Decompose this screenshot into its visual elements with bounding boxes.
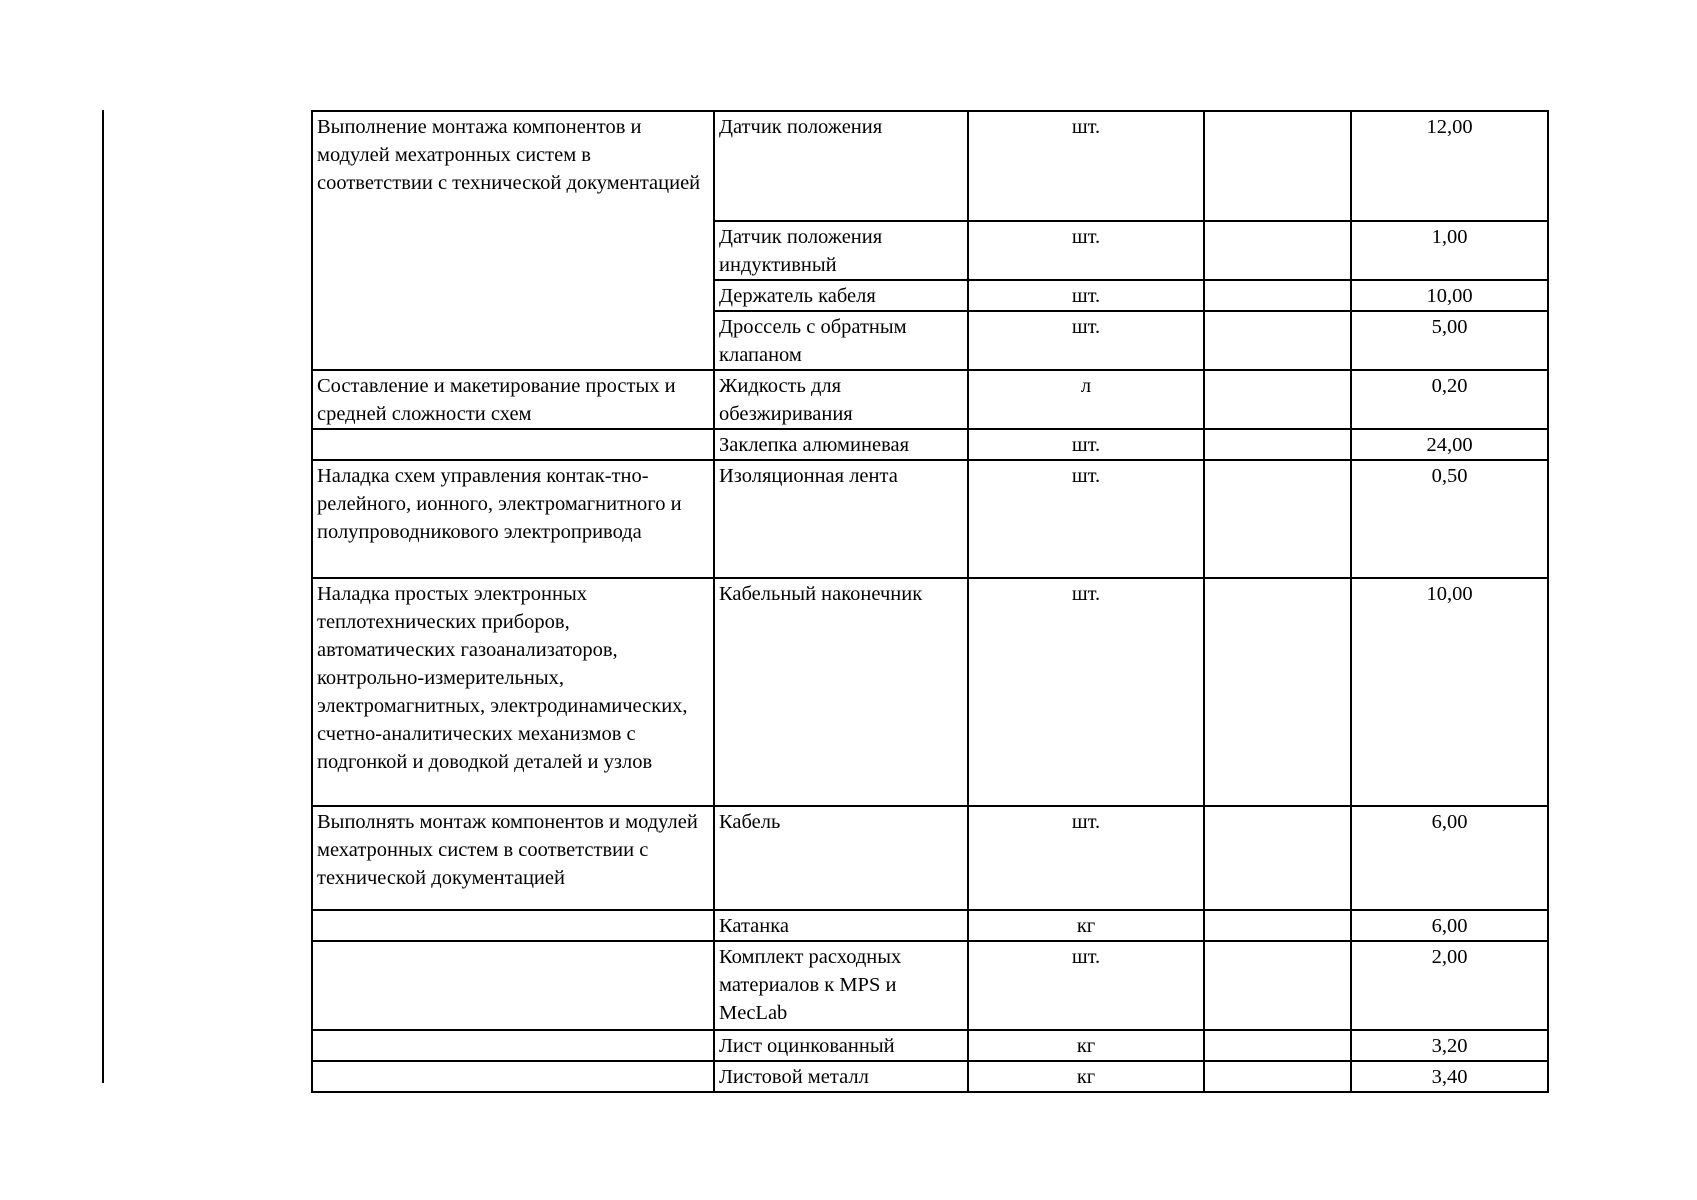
material-name-cell: Листовой металл (714, 1061, 968, 1092)
empty-cell (1204, 280, 1351, 311)
material-name-cell: Кабельный наконечник (714, 578, 968, 806)
work-cell (312, 1061, 714, 1092)
material-name-cell: Датчик положения индуктивный (714, 221, 968, 280)
quantity-cell: 3,20 (1351, 1030, 1548, 1061)
quantity-cell: 2,00 (1351, 941, 1548, 1030)
table-row (312, 578, 1548, 806)
table-row (312, 941, 1548, 1030)
empty-cell (1204, 429, 1351, 460)
unit-cell: шт. (968, 221, 1204, 280)
material-name-cell: Изоляционная лента (714, 460, 968, 578)
work-cell (312, 429, 714, 460)
material-name-cell: Лист оцинкованный (714, 1030, 968, 1061)
table-row (312, 370, 1548, 429)
work-cell: Наладка схем управления контак-тно-релейного, ионного, электромагнитного и полупроводникового электропривода (312, 460, 714, 578)
material-name-cell: Жидкость для обезжиривания (714, 370, 968, 429)
unit-cell: шт. (968, 311, 1204, 370)
unit-cell: л (968, 370, 1204, 429)
empty-cell (1204, 370, 1351, 429)
material-name-cell: Заклепка алюминевая (714, 429, 968, 460)
table-row (312, 429, 1548, 460)
work-cell (312, 1030, 714, 1061)
page-margin-line (102, 110, 104, 1083)
table-row (312, 1030, 1548, 1061)
material-name-cell: Кабель (714, 806, 968, 910)
empty-cell (1204, 578, 1351, 806)
material-name-cell: Катанка (714, 910, 968, 941)
work-cell (312, 806, 714, 910)
table-row (312, 910, 1548, 941)
table-row (312, 1061, 1548, 1092)
work-cell: Наладка простых электронных теплотехнических приборов, автоматических газоанализаторов, контрольно-измерительных, электромагнитных, электродинамических, счетно-аналитических механизмов с подгонкой и доводкой деталей и узлов (312, 578, 714, 806)
quantity-cell: 24,00 (1351, 429, 1548, 460)
unit-cell: шт. (968, 941, 1204, 1030)
quantity-cell: 12,00 (1351, 111, 1548, 221)
quantity-cell: 0,20 (1351, 370, 1548, 429)
table-row (312, 460, 1548, 578)
empty-cell (1204, 941, 1351, 1030)
work-cell: Составление и макетирование простых и средней сложности схем (312, 370, 714, 429)
unit-cell: шт. (968, 111, 1204, 221)
work-cell (312, 910, 714, 941)
work-cell-text: Выполнять монтаж компонентов и модулей мехатронных систем в соответствии с технической документацией (317, 811, 698, 889)
empty-cell (1204, 910, 1351, 941)
material-name-cell: Комплект расходных материалов к MPS и MecLab (714, 941, 968, 1030)
quantity-cell: 6,00 (1351, 910, 1548, 941)
material-name-cell: Держатель кабеля (714, 280, 968, 311)
unit-cell: шт. (968, 280, 1204, 311)
unit-cell: кг (968, 1061, 1204, 1092)
quantity-cell: 1,00 (1351, 221, 1548, 280)
quantity-cell: 0,50 (1351, 460, 1548, 578)
empty-cell (1204, 460, 1351, 578)
quantity-cell: 3,40 (1351, 1061, 1548, 1092)
unit-cell: шт. (968, 806, 1204, 910)
material-name-cell: Дроссель с обратным клапаном (714, 311, 968, 370)
empty-cell (1204, 221, 1351, 280)
table-row (312, 111, 1548, 221)
unit-cell: кг (968, 910, 1204, 941)
unit-cell: шт. (968, 578, 1204, 806)
empty-cell (1204, 806, 1351, 910)
materials-table (311, 110, 1549, 1093)
empty-cell (1204, 1061, 1351, 1092)
material-name-cell: Датчик положения (714, 111, 968, 221)
empty-cell (1204, 111, 1351, 221)
quantity-cell: 10,00 (1351, 578, 1548, 806)
empty-cell (1204, 1030, 1351, 1061)
quantity-cell: 10,00 (1351, 280, 1548, 311)
unit-cell: шт. (968, 460, 1204, 578)
unit-cell: шт. (968, 429, 1204, 460)
quantity-cell: 6,00 (1351, 806, 1548, 910)
table-row (312, 806, 1548, 910)
work-cell (312, 941, 714, 1030)
work-cell: Выполнение монтажа компонентов и модулей мехатронных систем в соответствии с технической документацией (312, 111, 714, 370)
unit-cell: кг (968, 1030, 1204, 1061)
empty-cell (1204, 311, 1351, 370)
quantity-cell: 5,00 (1351, 311, 1548, 370)
